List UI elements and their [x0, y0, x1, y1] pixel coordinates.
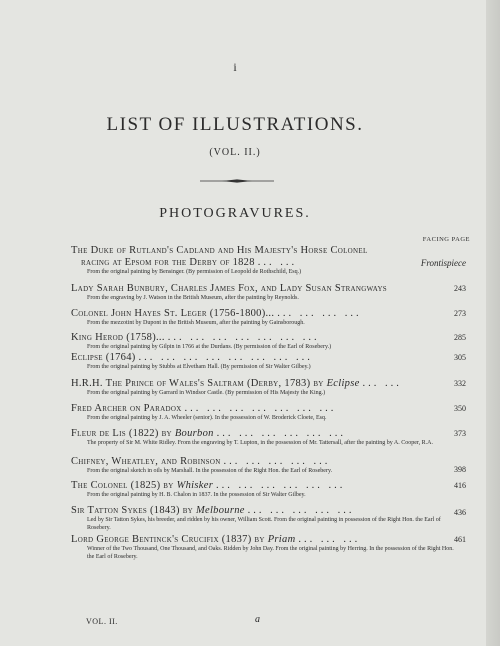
dot-leader: ... ... ... ... ... ... ... ...	[138, 352, 313, 363]
entry-title: The Colonel (1825) by	[71, 480, 174, 491]
list-item	[71, 245, 466, 277]
entry-page: 273	[454, 309, 466, 318]
page-numeral: i	[233, 60, 237, 74]
dot-leader: ... ...	[257, 257, 298, 268]
page-edge	[486, 0, 500, 646]
section-heading: PHOTOGRAVURES.	[159, 206, 311, 221]
entry-page: 350	[454, 404, 466, 413]
dot-leader: ... ... ...	[298, 534, 361, 545]
entry-page: 416	[454, 481, 466, 490]
entry-caption: From the original painting by Garrard in Windsor Castle. (By permission of His Majesty the King.)	[87, 390, 326, 396]
dot-leader: ... ... ... ... ...	[223, 456, 331, 467]
list-item	[71, 505, 466, 532]
entry-title-horse: Priam	[267, 534, 296, 545]
entry-title: H.R.H. The Prince of Wales's Saltram (Derby, 1783) by	[71, 378, 324, 389]
entry-title: Lord George Bentinck's Crucifix (1837) by	[71, 534, 265, 545]
list-item	[71, 403, 466, 423]
entry-caption: From the original painting by Gilpin in 1766 at the Durdans. (By permission of the Earl of Rosebery.)	[87, 344, 332, 350]
entry-caption: From the original painting by J. A. Wheeler (senior). In the possession of W. Broderick Cloete, Esq.	[87, 415, 327, 421]
entry-title: Sir Tatton Sykes (1843) by	[71, 505, 194, 516]
list-item	[71, 308, 466, 328]
list-item	[71, 534, 466, 561]
list-item	[71, 428, 466, 448]
list-item	[71, 480, 466, 500]
dot-leader: ... ... ... ... ... ... ...	[184, 403, 337, 414]
dot-leader: ... ... ... ... ... ...	[216, 480, 346, 491]
list-item	[71, 332, 466, 352]
entry-page: 243	[454, 284, 466, 293]
entry-caption: From the mezzotint by Dupont in the British Museum, after the painting by Gainsborough.	[87, 320, 305, 326]
entry-caption: The property of Sir M. White Ridley. From the engraving by T. Lupton, in the possession of Mr. Tattersall, after the painting by A. Cooper, R.A.	[87, 440, 433, 446]
entry-page: Frontispiece	[420, 258, 466, 268]
dot-leader: ... ... ... ... ...	[247, 505, 355, 516]
entry-title-horse: Eclipse	[326, 378, 360, 389]
volume-label: (VOL. II.)	[209, 147, 261, 158]
footer-signature: a	[255, 614, 260, 625]
entry-caption: From the engraving by J. Watson in the British Museum, after the painting by Reynolds.	[87, 295, 299, 301]
entry-page: 305	[454, 353, 466, 362]
entry-caption: Winner of the Two Thousand, One Thousand, and Oaks. Ridden by John Day. From the original painting by Herring. In the possession of the Right Hon. the Earl of Rosebery.	[87, 546, 454, 560]
entry-title-horse: Whisker	[176, 480, 214, 491]
entry-title: Fred Archer on Paradox	[71, 403, 182, 414]
entry-title-horse: Melbourne	[195, 505, 245, 516]
list-item	[71, 378, 466, 398]
entry-title: Chifney, Wheatley, and Robinson	[71, 456, 221, 467]
entry-caption: From the original painting by H. B. Chalon in 1837. In the possession of Sir Walter Gilbey.	[87, 492, 306, 498]
dot-leader: ... ... ... ... ... ... ...	[167, 332, 320, 343]
entry-page: 461	[454, 535, 466, 544]
entry-page: 398	[454, 465, 466, 474]
entry-title: Eclipse (1764)	[71, 352, 136, 363]
entry-title-horse: Bourbon	[174, 428, 214, 439]
dot-leader: ... ... ... ...	[277, 308, 362, 319]
entry-title: Colonel John Hayes St. Leger (1756-1800)...	[71, 308, 275, 319]
entry-caption: From the original sketch in oils by Marshall. In the possession of the Right Hon. the Earl of Rosebery.	[87, 468, 333, 474]
list-item	[71, 352, 466, 372]
dot-leader: ... ...	[362, 378, 402, 389]
ornament-rule-icon	[200, 179, 274, 183]
facing-page-label: FACING PAGE	[422, 236, 470, 243]
entry-page: 332	[454, 379, 466, 388]
entry-title: King Herod (1758)...	[71, 332, 165, 343]
entry-page: 373	[454, 429, 466, 438]
entry-title: Lady Sarah Bunbury, Charles James Fox, and Lady Susan Strangways	[71, 283, 388, 294]
page-title: LIST OF ILLUSTRATIONS.	[106, 114, 364, 135]
entry-caption: From the original painting by Stubbs at Elvetham Hall. (By permission of Sir Walter Gilbey.)	[87, 364, 311, 370]
entry-title-line2: racing at Epsom for the Derby of 1828	[81, 257, 255, 268]
list-item	[71, 283, 466, 303]
entry-title: The Duke of Rutland's Cadland and His Majesty's Horse Colonel	[71, 245, 368, 256]
list-item	[71, 456, 466, 476]
dot-leader: ... ... ... ... ... ...	[216, 428, 347, 439]
entry-caption: Led by Sir Tatton Sykes, his breeder, and ridden by his owner, William Scott. From the original painting in possession of the Right Hon. the Earl of Rosebery.	[87, 517, 441, 531]
entry-caption: From the original painting by Bensinger. (By permission of Leopold de Rothschild, Esq.)	[87, 269, 302, 275]
entry-title-continued	[71, 257, 466, 269]
entry-title: Fleur de Lis (1822) by	[71, 428, 172, 439]
entry-page: 436	[454, 508, 466, 517]
entry-page: 285	[454, 333, 466, 342]
footer-volume: VOL. II.	[86, 617, 118, 626]
